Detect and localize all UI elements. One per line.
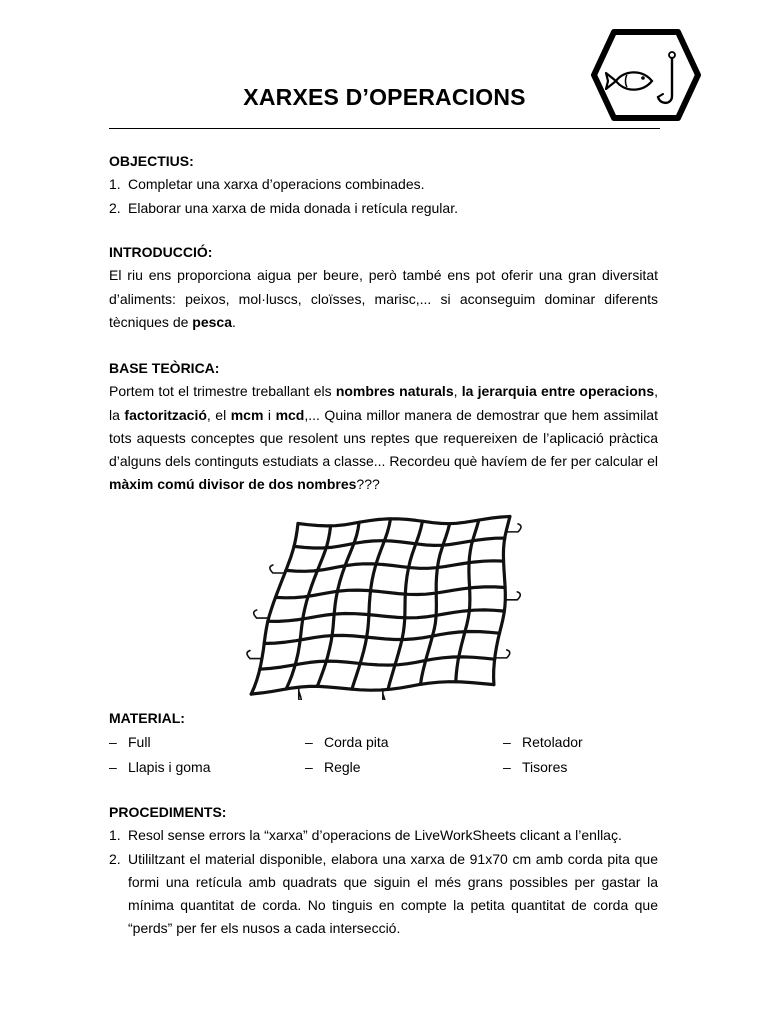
base-teorica-heading: BASE TEÒRICA: (109, 360, 220, 376)
material-heading: MATERIAL: (109, 710, 185, 726)
list-item: 1. Completar una xarxa d’operacions combinades. (109, 176, 425, 193)
procediments-heading: PROCEDIMENTS: (109, 804, 227, 820)
base-teorica-section (109, 357, 658, 497)
material-item: – Full (109, 734, 151, 751)
net-hook (254, 610, 269, 618)
material-item: – Retolador (503, 734, 583, 751)
material-item: – Regle (305, 758, 361, 775)
material-item: – Llapis i goma (109, 758, 211, 775)
material-row (109, 756, 658, 779)
material-item: – Tisores (503, 758, 568, 775)
net-hook (505, 592, 520, 600)
objectius-heading: OBJECTIUS: (109, 153, 194, 169)
introduccio-paragraph: El riu ens proporciona aigua per beure, però també ens pot oferir una gran diversitat d’aliments: peixos, mol·luscs, cloïsses, marisc,... si aconseguim dominar diferents tècniques de pesca. (109, 267, 658, 330)
list-item: 2. Utililtzant el material disponible, elabora una xarxa de 91x70 cm amb corda pita que formi una retícula amb quadrats que siguin el més grans possibles per gastar la mínima quantitat de corda. No tinguis en compte la petita quantitat de corda que “perds” per fer els nusos a cada intersecció. (109, 850, 658, 937)
introduccio-section (109, 241, 658, 334)
title-divider (109, 128, 660, 129)
list-item: 1. Resol sense errors la “xarxa” d’operacions de LiveWorkSheets clicant a l’enllaç. (109, 827, 622, 844)
material-item: – Corda pita (305, 734, 389, 751)
net-hook (383, 690, 386, 700)
net-hook (299, 687, 302, 700)
cargo-net-illustration (236, 508, 536, 700)
material-section (109, 707, 658, 779)
introduccio-heading: INTRODUCCIÓ: (109, 244, 213, 260)
net-hook (247, 651, 262, 659)
page-title: XARXES D’OPERACIONS (243, 84, 526, 110)
objectius-section (109, 150, 658, 220)
list-item: 2. Elaborar una xarxa de mida donada i retícula regular. (109, 199, 458, 216)
procediments-section (109, 801, 658, 941)
base-teorica-paragraph: Portem tot el trimestre treballant els nombres naturals, la jerarquia entre operacions, la factorització, el mcm i mcd,... Quina millor manera de demostrar que hem assimilat tots aquests conceptes que resolent uns reptes que requereixen de l’aplicació pràctica d’alguns dels continguts estudiats a classe... Recordeu què havíem de fer per calcular el màxim comú divisor de dos nombres??? (109, 383, 659, 493)
material-row (109, 731, 658, 754)
net-hook (270, 565, 285, 573)
